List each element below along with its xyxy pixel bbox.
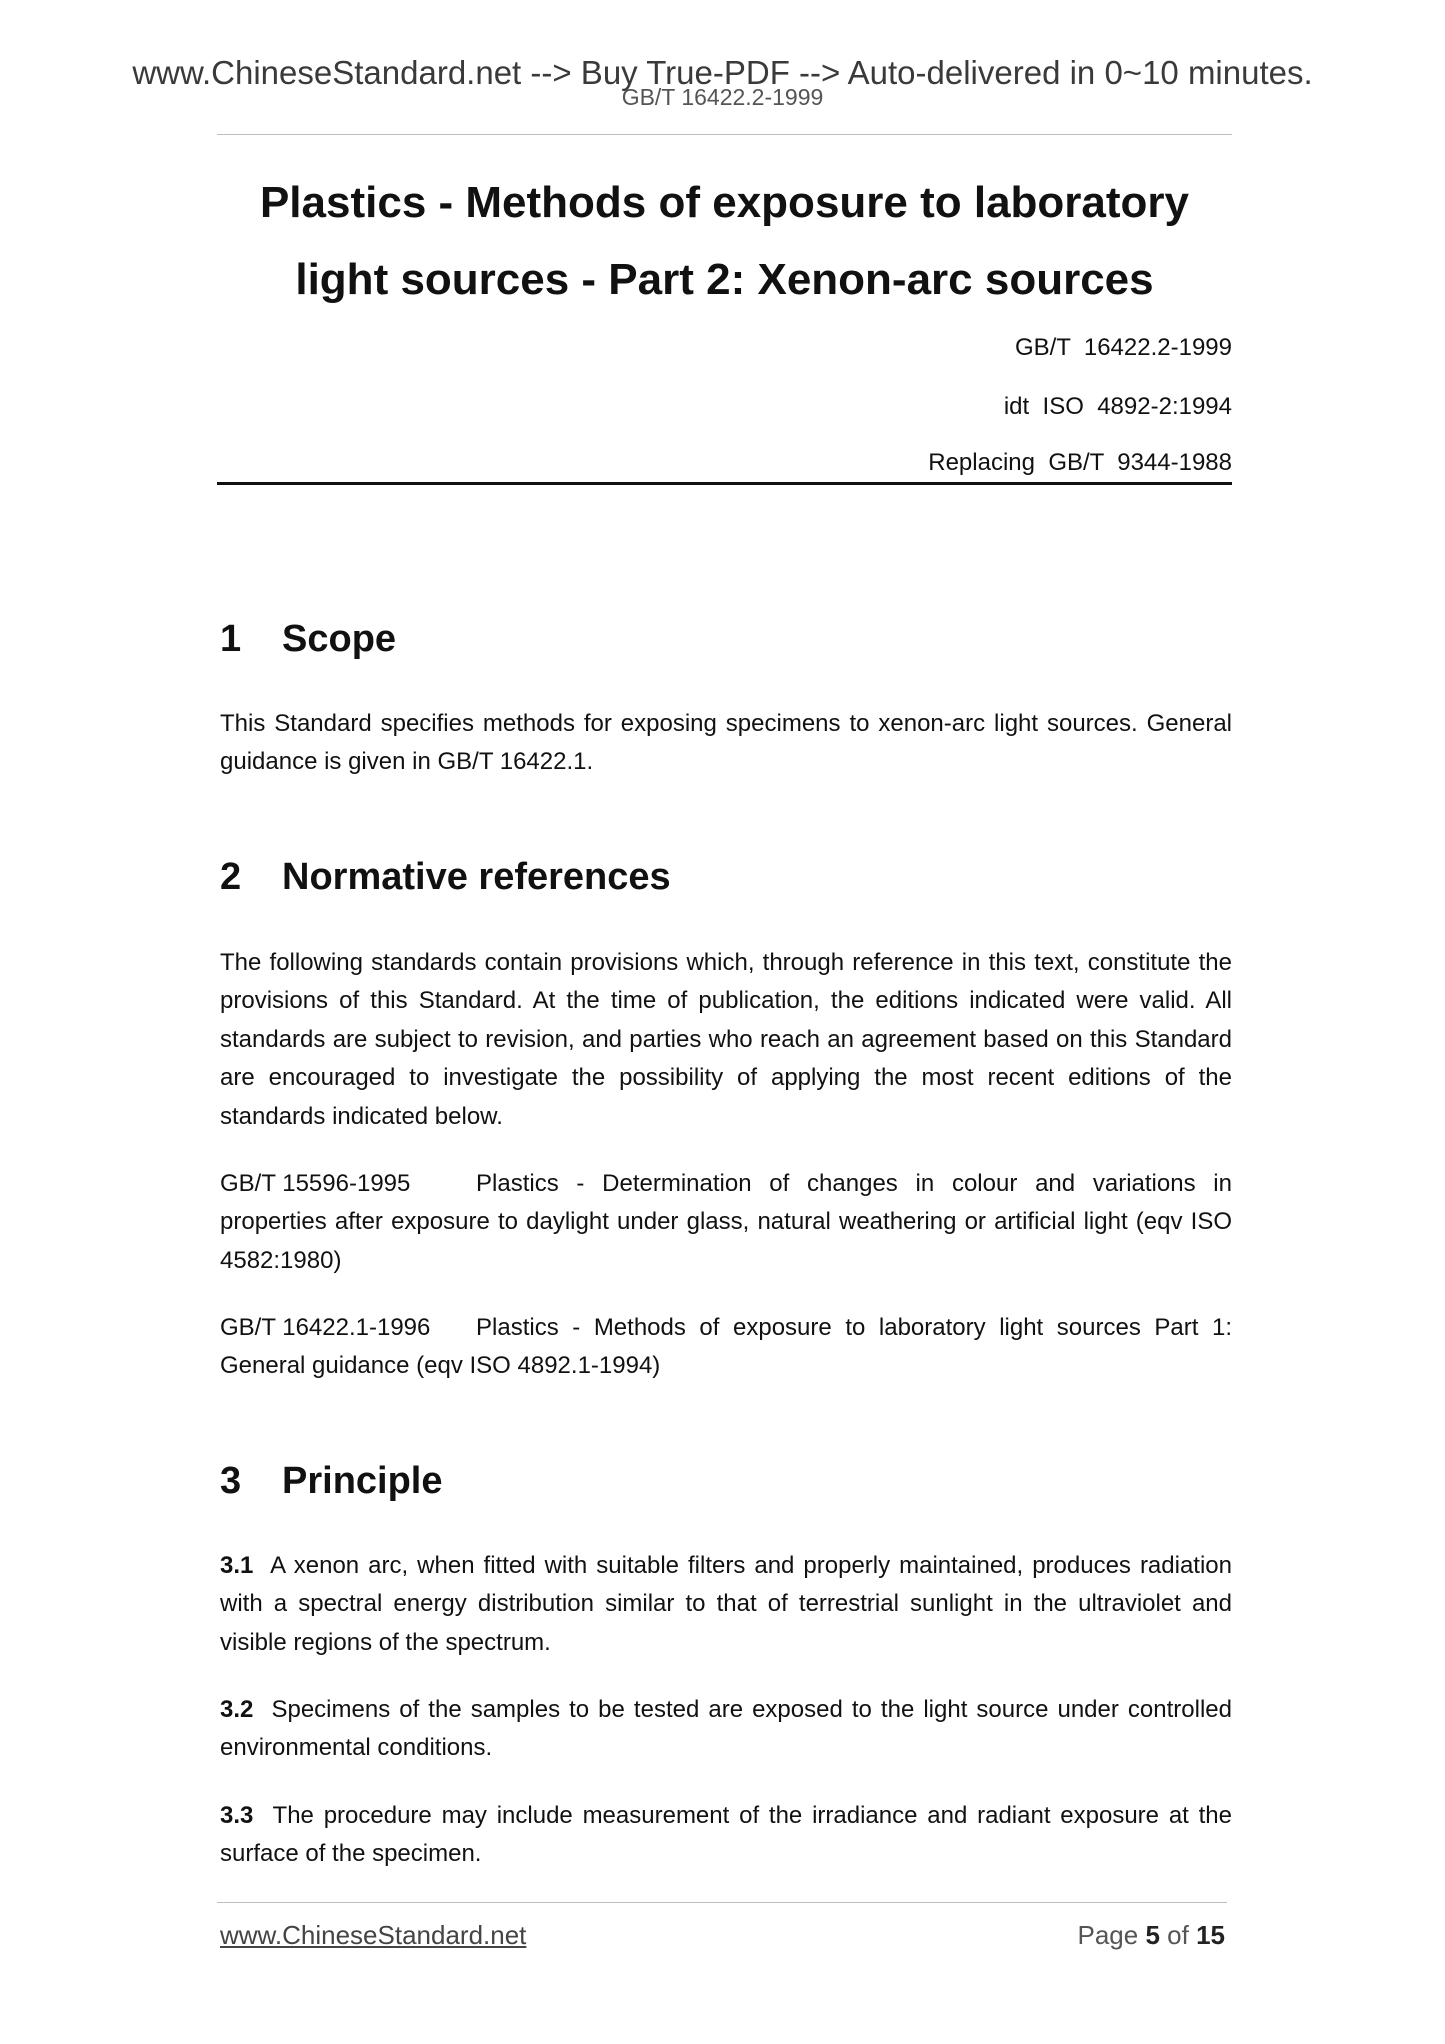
section-number: 1 xyxy=(220,618,242,660)
page-total: 15 xyxy=(1196,1920,1225,1950)
title-block-divider xyxy=(217,482,1232,485)
clause-text: Specimens of the samples to be tested are exposed to the light source under controlled environmental conditions. xyxy=(220,1696,1232,1762)
section-heading-normative-references xyxy=(220,858,671,896)
clause-number: 3.2 xyxy=(220,1696,254,1723)
section-title: Scope xyxy=(282,618,397,660)
principle-clause xyxy=(220,1547,1232,1662)
document-title-line-2: light sources - Part 2: Xenon-arc sources xyxy=(295,255,1154,304)
section-heading-scope xyxy=(220,620,396,658)
clause-text: A xenon arc, when fitted with suitable filters and properly maintained, produces radiation with a spectral energy distribution similar to that of terrestrial sunlight in the ultraviolet and visible regions of the spectrum. xyxy=(220,1552,1233,1656)
section-heading-principle xyxy=(220,1462,443,1500)
page-number: 5 xyxy=(1145,1920,1160,1950)
page-indicator xyxy=(1077,1922,1225,1948)
footer-site-link[interactable]: www.ChineseStandard.net xyxy=(220,1920,527,1950)
principle-clause xyxy=(220,1797,1232,1874)
section-number: 2 xyxy=(220,856,242,898)
standard-equivalence: idt ISO 4892-2:1994 xyxy=(1003,393,1232,420)
reference-entry xyxy=(220,1165,1232,1280)
document-title xyxy=(217,164,1232,318)
running-head: GB/T 16422.2-1999 xyxy=(621,84,824,110)
standard-replacing: Replacing GB/T 9344-1988 xyxy=(928,449,1232,476)
clause-number: 3.1 xyxy=(220,1552,254,1579)
document-title-line-1: Plastics - Methods of exposure to laboratory xyxy=(259,178,1190,227)
reference-text: Plastics - Determination of changes in colour and variations in properties after exposure to daylight under glass, natural weathering or artificial light (eqv ISO 4582:1980) xyxy=(220,1170,1232,1274)
scope-paragraph: This Standard specifies methods for exposing specimens to xenon-arc light sources. General guidance is given in GB/T 16422.1. xyxy=(220,710,1232,776)
page-prefix: Page xyxy=(1077,1920,1139,1950)
reference-text: Plastics - Methods of exposure to laboratory light sources Part 1: General guidance (eqv ISO 4892.1-1994) xyxy=(220,1314,1232,1380)
clause-number: 3.3 xyxy=(220,1802,254,1829)
standard-number: GB/T 16422.2-1999 xyxy=(1014,334,1232,361)
site-banner[interactable]: www.ChineseStandard.net --> Buy True-PDF --> Auto-delivered in 0~10 minutes. xyxy=(132,54,1313,91)
section-title: Principle xyxy=(282,1460,443,1502)
page-of: of xyxy=(1167,1920,1189,1950)
principle-clause xyxy=(220,1691,1232,1768)
section-title: Normative references xyxy=(282,856,671,898)
clause-text: The procedure may include measurement of the irradiance and radiant exposure at the surface of the specimen. xyxy=(220,1802,1232,1868)
header-divider xyxy=(217,134,1232,135)
reference-id: GB/T 16422.1-1996 xyxy=(220,1314,431,1341)
section-number: 3 xyxy=(220,1460,242,1502)
normative-references-intro: The following standards contain provisions which, through reference in this text, constitute the provisions of this Standard. At the time of publication, the editions indicated were valid. All standards are subject to revision, and parties who reach an agreement based on this Standard are encouraged to investigate the possibility of applying the most recent editions of the standards indicated below. xyxy=(220,949,1232,1130)
footer-divider xyxy=(217,1902,1227,1903)
reference-id: GB/T 15596-1995 xyxy=(220,1170,411,1197)
reference-entry xyxy=(220,1309,1232,1386)
